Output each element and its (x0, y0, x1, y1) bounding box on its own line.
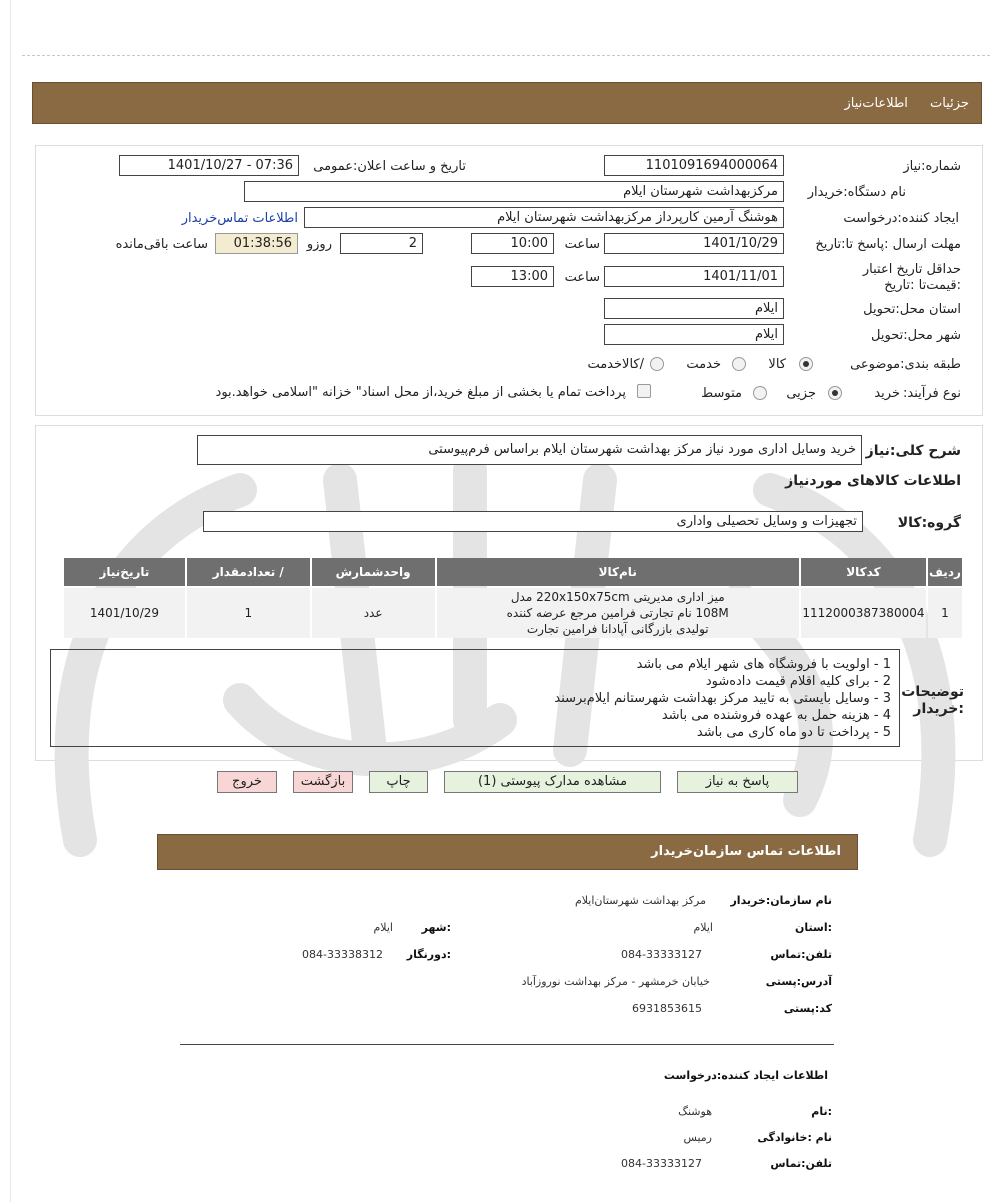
cell-code: 1112000387380004 (801, 588, 926, 638)
goods-table (62, 556, 964, 640)
deadline-date-field: 1401/10/29 (604, 233, 784, 254)
details-link[interactable]: جزئیات (930, 96, 969, 111)
note-line: 5 - پرداخت تا دو ماه کاری می باشد (696, 725, 891, 740)
city-label: شهر محل:تحویل (871, 328, 961, 343)
postal-value: 6931853615 (632, 1002, 702, 1015)
process-minor-radio[interactable] (828, 386, 842, 400)
deadline-label: مهلت ارسال :پاسخ تا:تاریخ (815, 237, 961, 252)
buyer-notes-label: توضیحات :خریدار (901, 684, 964, 717)
treasury-payment-checkbox[interactable] (637, 384, 651, 398)
col-code-header: کدکالا (801, 558, 926, 586)
remaining-timer: 01:38:56 (215, 233, 298, 254)
view-documents-button[interactable]: مشاهده مدارک پیوستی (1) (444, 771, 661, 793)
province-label: استان محل:تحویل (863, 302, 961, 317)
contact-header-bar (157, 834, 858, 870)
category-both-radio[interactable] (650, 357, 664, 371)
phone-value: 084-33333127 (621, 948, 702, 961)
category-goods-label: کالا (768, 357, 786, 372)
creator-family-value: رمیس (683, 1131, 712, 1144)
announce-label: تاریخ و ساعت اعلان:عمومی (313, 159, 466, 174)
cell-row: 1 (928, 588, 962, 638)
page-left-border (10, 0, 11, 1202)
phone-label: تلفن:تماس (770, 948, 832, 961)
treasury-payment-note: پرداخت تمام یا بخشی از مبلغ خرید،از محل اسناد" خزانه "اسلامی خواهد.بود (215, 385, 626, 400)
back-button[interactable]: بازگشت (293, 771, 353, 793)
need-number-label: شماره:نیاز (903, 159, 961, 174)
province-contact-label: :استان (795, 921, 832, 934)
validity-hour-label: ساعت (564, 270, 600, 285)
requester-label: ایجاد کننده:درخواست (843, 211, 959, 226)
note-line: 4 - هزینه حمل به عهده فروشنده می باشد (661, 708, 891, 723)
address-label: آدرس:پستی (765, 975, 832, 988)
fax-label: :دورنگار (406, 948, 451, 961)
print-button[interactable]: چاپ (369, 771, 428, 793)
reply-button[interactable]: پاسخ به نیاز (677, 771, 798, 793)
process-value: خرید (874, 386, 900, 401)
table-row (64, 588, 962, 638)
city-contact-label: :شهر (421, 921, 451, 934)
org-value: مرکز بهداشت شهرستان‌ایلام (574, 894, 706, 907)
col-qty-header: / تعدادمقدار (187, 558, 310, 586)
process-minor-label: جزیی (786, 386, 816, 401)
contact-divider (180, 1044, 834, 1045)
process-medium-label: متوسط (701, 386, 742, 401)
province-contact-value: ایلام (693, 921, 713, 934)
validity-label: حداقل تاریخ اعتبار :قیمت‌تا :تاریخ (862, 262, 961, 293)
buyer-notes-box (50, 649, 900, 747)
process-label: نوع فرآیند: (903, 386, 961, 401)
goods-group-field: تجهیزات و وسایل تحصیلی واداری (203, 511, 863, 532)
buyer-org-field: مرکزبهداشت شهرستان ایلام (244, 181, 784, 202)
creator-phone-value: 084-33333127 (621, 1157, 702, 1170)
exit-button[interactable]: خروج (217, 771, 277, 793)
days-field: 2 (340, 233, 423, 254)
col-row-header: ردیف (928, 558, 962, 586)
cell-date: 1401/10/29 (64, 588, 185, 638)
need-number-field: 1101091694000064 (604, 155, 784, 176)
category-both-label: /کالاخدمت (587, 357, 644, 372)
buyer-contact-link[interactable]: اطلاعات تماس‌خریدار (181, 211, 298, 226)
province-field: ایلام (604, 298, 784, 319)
col-date-header: تاریخ‌نیاز (64, 558, 185, 586)
org-label: نام سازمان:خریدار (730, 894, 832, 907)
creator-section-title: اطلاعات ایجاد کننده:درخواست (663, 1069, 828, 1082)
postal-label: کد:پستی (783, 1002, 832, 1015)
top-header-bar (32, 82, 982, 124)
remaining-label: ساعت باقی‌مانده (115, 237, 208, 252)
category-label: طبقه بندی:موضوعی (850, 357, 961, 372)
days-label: روزو (306, 237, 332, 252)
col-name-header: نام‌کالا (437, 558, 799, 586)
process-medium-radio[interactable] (753, 386, 767, 400)
creator-name-label: :نام (811, 1105, 832, 1118)
creator-name-value: هوشنگ (678, 1105, 712, 1118)
need-info-link[interactable]: اطلاعات‌نیاز (844, 96, 908, 111)
requester-field: هوشنگ آرمین کارپرداز مرکزبهداشت شهرستان ایلام (304, 207, 784, 228)
note-line: 2 - برای کلیه اقلام قیمت داده‌شود (705, 674, 891, 689)
announce-field: 1401/10/27 - 07:36 (119, 155, 299, 176)
deadline-hour-label: ساعت (564, 237, 600, 252)
city-field: ایلام (604, 324, 784, 345)
goods-group-label: گروه:کالا (897, 515, 961, 531)
top-divider (22, 55, 990, 56)
general-description-label: شرح کلی:نیاز (865, 443, 961, 459)
address-value: خیابان خرمشهر - مرکز بهداشت نوروزآباد (521, 975, 710, 988)
cell-qty: 1 (187, 588, 310, 638)
buyer-org-label: نام دستگاه:خریدار (807, 185, 906, 200)
category-service-label: خدمت (686, 357, 721, 372)
creator-family-label: نام :خانوادگی (757, 1131, 832, 1144)
category-goods-radio[interactable] (799, 357, 813, 371)
deadline-time-field: 10:00 (471, 233, 554, 254)
cell-name (437, 588, 799, 638)
fax-value: 084-33338312 (302, 948, 383, 961)
validity-date-field: 1401/11/01 (604, 266, 784, 287)
creator-phone-label: تلفن:تماس (770, 1157, 832, 1170)
cell-name-text: میز اداری مدیریتی 220x150x75cm مدل 108M نام تجارتی فرامین مرجع عرضه کننده تولیدی بازرگانی آپادانا فرامین تجارت (506, 590, 729, 636)
general-description-field: خرید وسایل اداری مورد نیاز مرکز بهداشت شهرستان ایلام براساس فرم‌پیوستی (197, 435, 862, 465)
category-service-radio[interactable] (732, 357, 746, 371)
city-contact-value: ایلام (373, 921, 393, 934)
cell-unit: عدد (312, 588, 435, 638)
validity-time-field: 13:00 (471, 266, 554, 287)
note-line: 1 - اولویت با فروشگاه های شهر ایلام می باشد (636, 657, 891, 672)
goods-section-title: اطلاعات کالاهای موردنیاز (785, 473, 961, 489)
col-unit-header: واحدشمارش (312, 558, 435, 586)
note-line: 3 - وسایل بایستی به تایید مرکز بهداشت شهرستانم ایلام‌برسند (554, 691, 891, 706)
contact-header-title: اطلاعات تماس سازمان‌خریدار (651, 844, 841, 859)
